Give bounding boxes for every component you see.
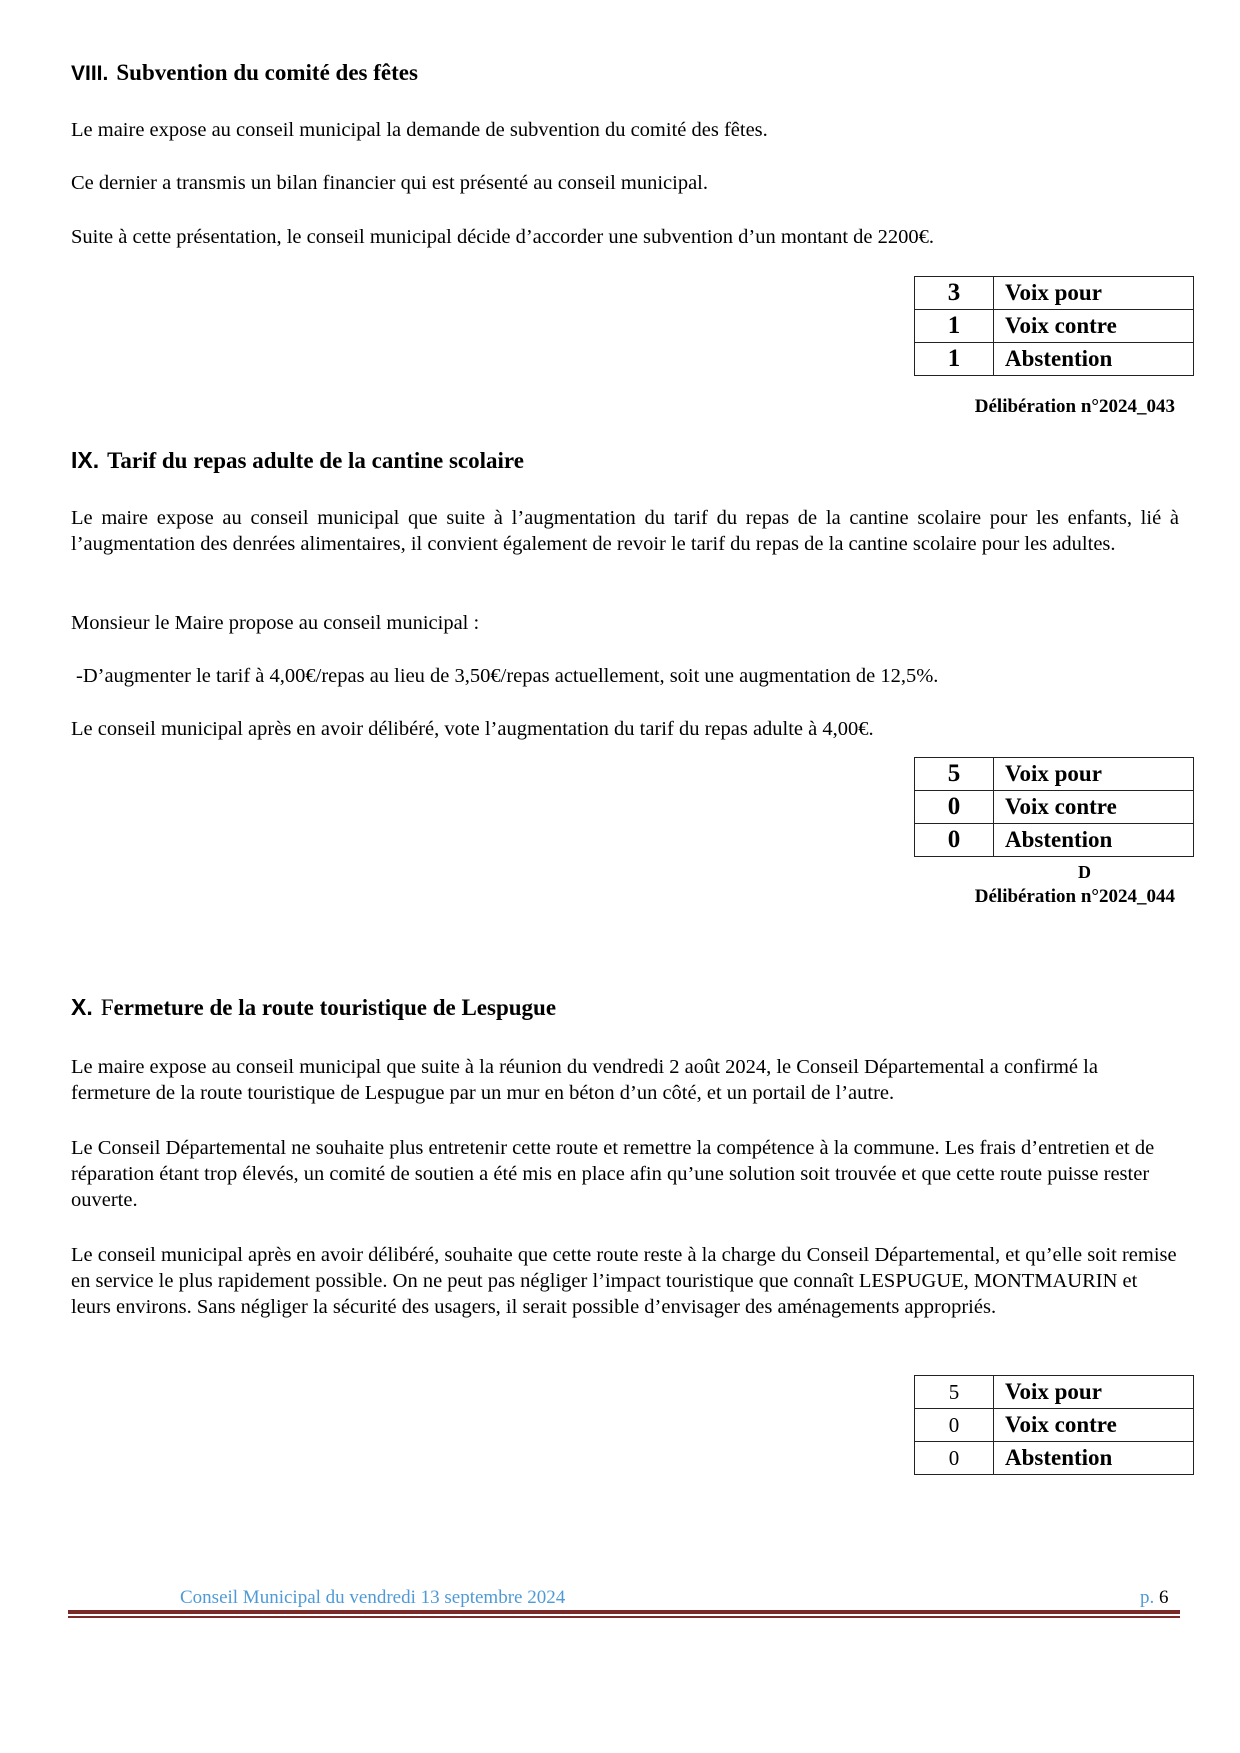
vote-row — [915, 343, 1194, 376]
section-number: IX. — [71, 447, 100, 473]
section-heading-ix — [71, 447, 524, 474]
bullet-paragraph: -D’augmenter le tarif à 4,00€/repas au lieu de 3,50€/repas actuellement, soit une augmentation de 12,5%. — [76, 665, 939, 687]
vote-label: Voix contre — [994, 791, 1194, 824]
deliberation-number: Délibération n°2024_044 — [974, 886, 1175, 907]
footer-rule-thin — [68, 1616, 1180, 1618]
page-prefix: p. — [1140, 1587, 1155, 1608]
footer-page-number — [1140, 1587, 1169, 1609]
section-title: Subvention du comité des fêtes — [116, 60, 418, 85]
vote-row — [915, 310, 1194, 343]
vote-count: 1 — [915, 343, 994, 376]
section-number: VIII. — [71, 62, 109, 85]
page-number: 6 — [1159, 1587, 1169, 1608]
vote-count: 1 — [915, 310, 994, 343]
deliberation-number: Délibération n°2024_043 — [974, 396, 1175, 417]
vote-label: Voix contre — [994, 310, 1194, 343]
vote-count: 5 — [915, 758, 994, 791]
section-number: X. — [71, 994, 93, 1020]
paragraph: Le conseil municipal après en avoir délibéré, vote l’augmentation du tarif du repas adulte à 4,00€. — [71, 718, 874, 740]
section-heading-viii — [71, 60, 418, 86]
vote-label: Voix pour — [994, 758, 1194, 791]
paragraph: Ce dernier a transmis un bilan financier qui est présenté au conseil municipal. — [71, 172, 709, 194]
footer-rule — [68, 1610, 1180, 1614]
vote-table — [914, 1375, 1194, 1475]
vote-count: 0 — [915, 1442, 994, 1475]
section-title-initial: F — [100, 995, 114, 1020]
paragraph: Le maire expose au conseil municipal la demande de subvention du comité des fêtes. — [71, 119, 768, 141]
paragraph: Monsieur le Maire propose au conseil municipal : — [71, 612, 480, 634]
section-title: Tarif du repas adulte de la cantine scolaire — [107, 448, 524, 473]
paragraph: Le maire expose au conseil municipal que suite à l’augmentation du tarif du repas de la cantine scolaire pour les enfants, lié à l’augmentation des denrées alimentaires, il convient également de revoir le tarif du repas de la cantine scolaire pour les adultes. — [71, 507, 1179, 555]
vote-row — [915, 1442, 1194, 1475]
vote-row — [915, 824, 1194, 857]
vote-count: 0 — [915, 791, 994, 824]
vote-count: 0 — [915, 824, 994, 857]
section-heading-x — [71, 994, 556, 1021]
footer-title: Conseil Municipal du vendredi 13 septembre 2024 — [180, 1587, 566, 1608]
vote-count: 5 — [915, 1376, 994, 1409]
vote-count: 0 — [915, 1409, 994, 1442]
paragraph: Suite à cette présentation, le conseil municipal décide d’accorder une subvention d’un montant de 2200€. — [71, 226, 935, 248]
vote-label: Abstention — [994, 1442, 1194, 1475]
vote-row — [915, 1409, 1194, 1442]
vote-row — [915, 1376, 1194, 1409]
vote-table — [914, 757, 1194, 857]
vote-label: Voix pour — [994, 1376, 1194, 1409]
stray-letter: D — [1078, 862, 1091, 882]
vote-label: Voix contre — [994, 1409, 1194, 1442]
vote-label: Voix pour — [994, 277, 1194, 310]
vote-row — [915, 758, 1194, 791]
vote-count: 3 — [915, 277, 994, 310]
vote-row — [915, 791, 1194, 824]
vote-table — [914, 276, 1194, 376]
vote-label: Abstention — [994, 824, 1194, 857]
vote-row — [915, 277, 1194, 310]
section-title: ermeture de la route touristique de Lespugue — [113, 995, 557, 1020]
vote-label: Abstention — [994, 343, 1194, 376]
paragraph: Le conseil municipal après en avoir délibéré, souhaite que cette route reste à la charge du Conseil Départemental, et qu’elle soit remise en service le plus rapidement possible. On ne peut pas négliger l’impact touristique que connaît LESPUGUE, MONTMAURIN et leurs environs. Sans négliger la sécurité des usagers, il serait possible d’envisager des aménagements appropriés. — [71, 1244, 1177, 1318]
paragraph: Le Conseil Départemental ne souhaite plus entretenir cette route et remettre la compétence à la commune. Les frais d’entretien et de réparation étant trop élevés, un comité de soutien a été mis en place afin qu’une solution soit trouvée et que cette route puisse rester ouverte. — [71, 1137, 1155, 1211]
paragraph: Le maire expose au conseil municipal que suite à la réunion du vendredi 2 août 2024, le Conseil Départemental a confirmé la fermeture de la route touristique de Lespugue par un mur en béton d’un côté, et un portail de l’autre. — [71, 1056, 1098, 1104]
